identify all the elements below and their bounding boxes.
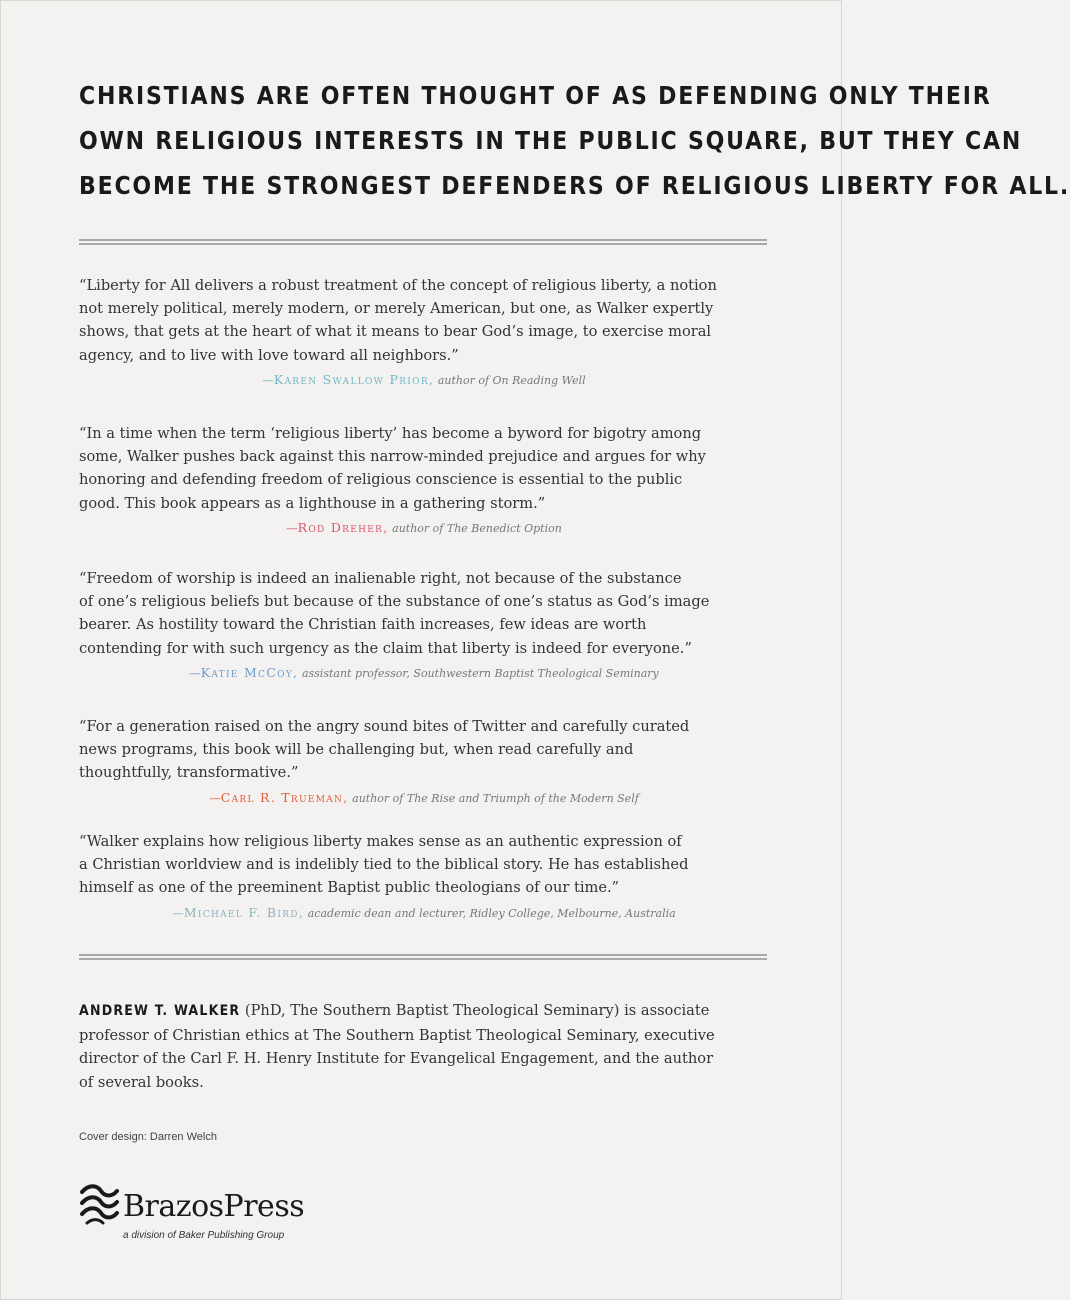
quote-attribution: —Katie McCoy, assistant professor, Southwestern Baptist Theological Seminary xyxy=(189,664,659,680)
endorser-description: assistant professor, Southwestern Baptist Theological Seminary xyxy=(301,666,659,680)
endorser-name: Katie McCoy, xyxy=(200,664,299,680)
endorser-description: author of The Rise and Triumph of the Modern Self xyxy=(352,791,639,805)
headline xyxy=(79,73,1070,208)
quote-line: contending for with such urgency as the claim that liberty is indeed for everyone.” xyxy=(79,639,692,657)
endorser-description: academic dean and lecturer, Ridley College, Melbourne, Australia xyxy=(307,906,676,920)
endorsement-quote xyxy=(79,422,769,540)
bio-line: of several books. xyxy=(79,1073,204,1091)
brazos-wave-icon xyxy=(79,1183,119,1227)
quote-attribution: —Carl R. Trueman, author of The Rise and Triumph of the Modern Self xyxy=(209,789,639,805)
quote-line: “Freedom of worship is indeed an inalienable right, not because of the substance xyxy=(79,570,682,587)
quote-line: good. This book appears as a lighthouse in a gathering storm.” xyxy=(79,494,546,512)
quote-line: bearer. As hostility toward the Christian faith increases, few ideas are worth xyxy=(79,616,647,634)
bio-line: director of the Carl F. H. Henry Institute for Evangelical Engagement, and the author xyxy=(79,1050,714,1067)
headline-line: OWN RELIGIOUS INTERESTS IN THE PUBLIC SQUARE, BUT THEY CAN xyxy=(79,126,1023,155)
quote-line: “Liberty for All delivers a robust treatment of the concept of religious liberty, a notion xyxy=(79,277,717,294)
quote-line: some, Walker pushes back against this narrow-minded prejudice and argues for why xyxy=(79,448,706,466)
quote-attribution: —Rod Dreher, author of The Benedict Option xyxy=(286,519,562,535)
bio-line xyxy=(79,999,769,1024)
quote-line: of one’s religious beliefs but because of the substance of one’s status as God’s image xyxy=(79,593,710,611)
quote-line: not merely political, merely modern, or merely American, but one, as Walker expertly xyxy=(79,300,714,318)
endorser-name: Rod Dreher, xyxy=(297,519,389,535)
endorsement-quote xyxy=(79,715,769,810)
quote-line: shows, that gets at the heart of what it means to bear God’s image, to exercise moral xyxy=(79,323,712,341)
endorsement-quote xyxy=(79,830,769,925)
bio-line: professor of Christian ethics at The Southern Baptist Theological Seminary, executive xyxy=(79,1026,715,1044)
bio-credentials: (PhD, The Southern Baptist Theological Seminary) is associate xyxy=(240,1002,710,1019)
endorser-description: author of The Benedict Option xyxy=(392,521,562,535)
quote-line: “For a generation raised on the angry sound bites of Twitter and carefully curated xyxy=(79,718,690,735)
quote-attribution: —Karen Swallow Prior, author of On Reading Well xyxy=(262,371,586,387)
endorser-description: author of On Reading Well xyxy=(437,373,586,387)
quote-line: “In a time when the term ‘religious liberty’ has become a byword for bigotry among xyxy=(79,425,702,442)
double-rule-divider xyxy=(79,954,767,960)
quote-line: agency, and to live with love toward all neighbors.” xyxy=(79,346,459,364)
quote-attribution: —Michael F. Bird, academic dean and lecturer, Ridley College, Melbourne, Australia xyxy=(172,904,676,920)
publisher-division: a division of Baker Publishing Group xyxy=(123,1230,285,1241)
double-rule-divider xyxy=(79,239,767,245)
quote-line: a Christian worldview and is indelibly tied to the biblical story. He has established xyxy=(79,856,689,874)
publisher-logo xyxy=(79,1181,359,1251)
headline-line: BECOME THE STRONGEST DEFENDERS OF RELIGIOUS LIBERTY FOR ALL. xyxy=(79,171,1070,200)
endorser-name: Karen Swallow Prior, xyxy=(273,371,435,387)
endorser-name: Michael F. Bird, xyxy=(183,904,305,920)
author-bio xyxy=(79,999,769,1094)
endorsement-quote xyxy=(79,567,769,685)
quote-line: honoring and defending freedom of religious conscience is essential to the public xyxy=(79,471,683,489)
endorser-name: Carl R. Trueman, xyxy=(220,789,349,805)
author-name: ANDREW T. WALKER xyxy=(79,1003,241,1019)
headline-line: CHRISTIANS ARE OFTEN THOUGHT OF AS DEFENDING ONLY THEIR xyxy=(79,81,992,110)
quote-line: himself as one of the preeminent Baptist public theologians of our time.” xyxy=(79,879,620,897)
quote-line: “Walker explains how religious liberty makes sense as an authentic expression of xyxy=(79,833,682,850)
publisher-name: BrazosPress xyxy=(123,1189,305,1224)
quote-line: news programs, this book will be challenging but, when read carefully and xyxy=(79,741,634,759)
cover-design-credit: Cover design: Darren Welch xyxy=(79,1131,217,1143)
endorsement-quote xyxy=(79,274,769,392)
quote-line: thoughtfully, transformative.” xyxy=(79,764,299,782)
